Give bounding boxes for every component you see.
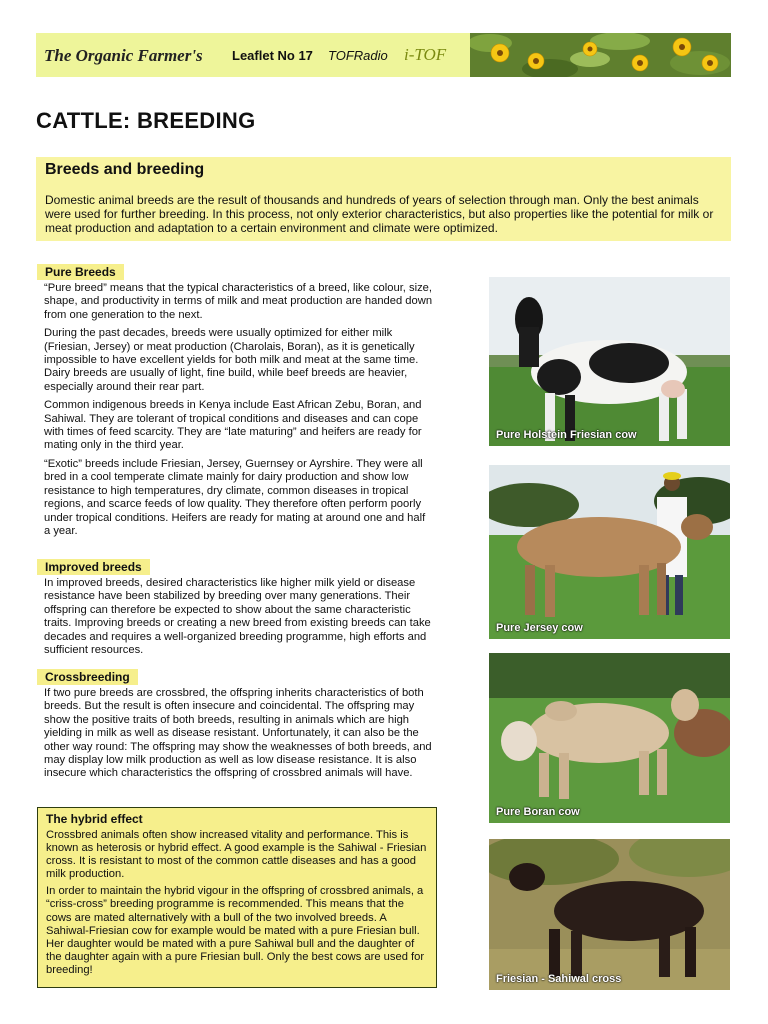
holstein-cow-image <box>489 277 730 446</box>
jersey-photo <box>489 465 730 639</box>
itof-logo: i-TOF <box>404 45 447 64</box>
hybrid-paragraph: In order to maintain the hybrid vigour in the offspring of crossbred animals, a “criss-cross” breeding programme is recommended. This means that the cows are mated alternatively with a bull of the two involved breeds. A Sahiwal-Friesian cow for example would be mated with a pure Friesian bull. Her daughter would be mated with a pure Sahiwal bull and the daughter of the daughter again with a pure Friesian bull. Only the best cows are used for breeding! <box>46 885 425 976</box>
pure-breeds-paragraph: “Exotic” breeds include Friesian, Jersey, Guernsey or Ayrshire. They were all bred in a cool temperate climate mainly for dairy production and show low resistance to high temperatures, dry climate, common diseases in tropical regions, and scarce feeds of low quality. They therefore often perform poorly under tropical conditions. Heifers are ready for mating at around one and half a year. <box>44 457 426 537</box>
hybrid-effect-title: The hybrid effect <box>46 812 143 826</box>
improved-breeds-paragraph: In improved breeds, desired characteristics like higher milk yield or disease resistance have been stabilized by breeding over many generations. Their offspring can therefore be expected to show about the same characteristic traits. Improving breeds or creating a new breed from existing breeds can take decades and requires a well-organized breeding programme, high efforts and sufficient resources. <box>44 577 431 657</box>
friesian-sahiwal-photo <box>489 839 730 990</box>
pure-breeds-paragraph: During the past decades, breeds were usually optimized for either milk (Friesian, Jersey) or meat production (Charolais, Boran), as it is genetically impossible to have excellent yields for both milk and meat at the same time. Dairy breeds are usually of light, fine build, while beef breeds are heavier, especially around their rear part. <box>44 327 419 393</box>
leaflet-number: Leaflet No 17 <box>232 48 313 63</box>
radio-label: TOFRadio <box>328 48 388 63</box>
photo-caption: Pure Jersey cow <box>496 622 583 634</box>
pure-breeds-heading: Pure Breeds <box>37 264 124 280</box>
publication-title: The Organic Farmer's <box>44 46 203 65</box>
intro-box <box>36 157 731 241</box>
pure-breeds-paragraph: “Pure breed” means that the typical characteristics of a breed, like colour, size, shape, and productivity in terms of milk and meat production are handed down from one generation to the next. <box>44 282 433 321</box>
crossbreeding-text <box>44 687 434 786</box>
friesian-sahiwal-cow-image <box>489 839 730 990</box>
intro-body: Domestic animal breeds are the result of thousands and hundreds of years of selection through man. Only the best animals were used for further breeding. In this process, not only exterior characteristics, but also properties like the potential for milk or meat production and adaptation to a certain environment and climate were optimized. <box>45 193 714 235</box>
holstein-friesian-photo <box>489 277 730 446</box>
pure-breeds-paragraph: Common indigenous breeds in Kenya include East African Zebu, Boran, and Sahiwal. They are tolerant of tropical conditions and diseases and can cope with times of feed scarcity. They are “late maturing” and heifers are ready for mating only in the third year. <box>44 399 422 452</box>
pure-breeds-text <box>44 282 434 543</box>
crossbreeding-heading: Crossbreeding <box>37 669 138 685</box>
photo-caption: Pure Holstein Friesian cow <box>496 429 637 441</box>
leaflet-header <box>36 33 731 77</box>
hybrid-paragraph: Crossbred animals often show increased vitality and performance. This is known as heterosis or hybrid effect. A good example is the Sahiwal - Friesian cross. It is resistant to most of the common cattle diseases and has a good milk production. <box>46 829 427 881</box>
photo-caption: Friesian - Sahiwal cross <box>496 973 622 985</box>
photo-caption: Pure Boran cow <box>496 806 580 818</box>
improved-breeds-heading: Improved breeds <box>37 559 150 575</box>
intro-heading: Breeds and breeding <box>45 161 205 178</box>
hybrid-effect-box <box>37 807 437 988</box>
improved-breeds-text <box>44 577 434 662</box>
flower-banner-image <box>470 33 731 77</box>
boran-photo <box>489 653 730 823</box>
crossbreeding-paragraph: If two pure breeds are crossbred, the offspring inherits characteristics of both breeds. But the result is often insecure and coincidental. The offspring may show the positive traits of both breeds, resulting in animals which are high yielding in milk as well as disease resistant. Unfortunately, it can also be the other way round: The offspring may show the weaknesses of both breeds, and may display low milk production as well as low disease resistance. It is also insecure which characteristics the offspring of crossbred animals will have. <box>44 687 432 780</box>
hybrid-effect-text <box>46 829 432 981</box>
jersey-cow-image <box>489 465 730 639</box>
page-title: CATTLE: BREEDING <box>36 108 256 133</box>
boran-cow-image <box>489 653 730 823</box>
